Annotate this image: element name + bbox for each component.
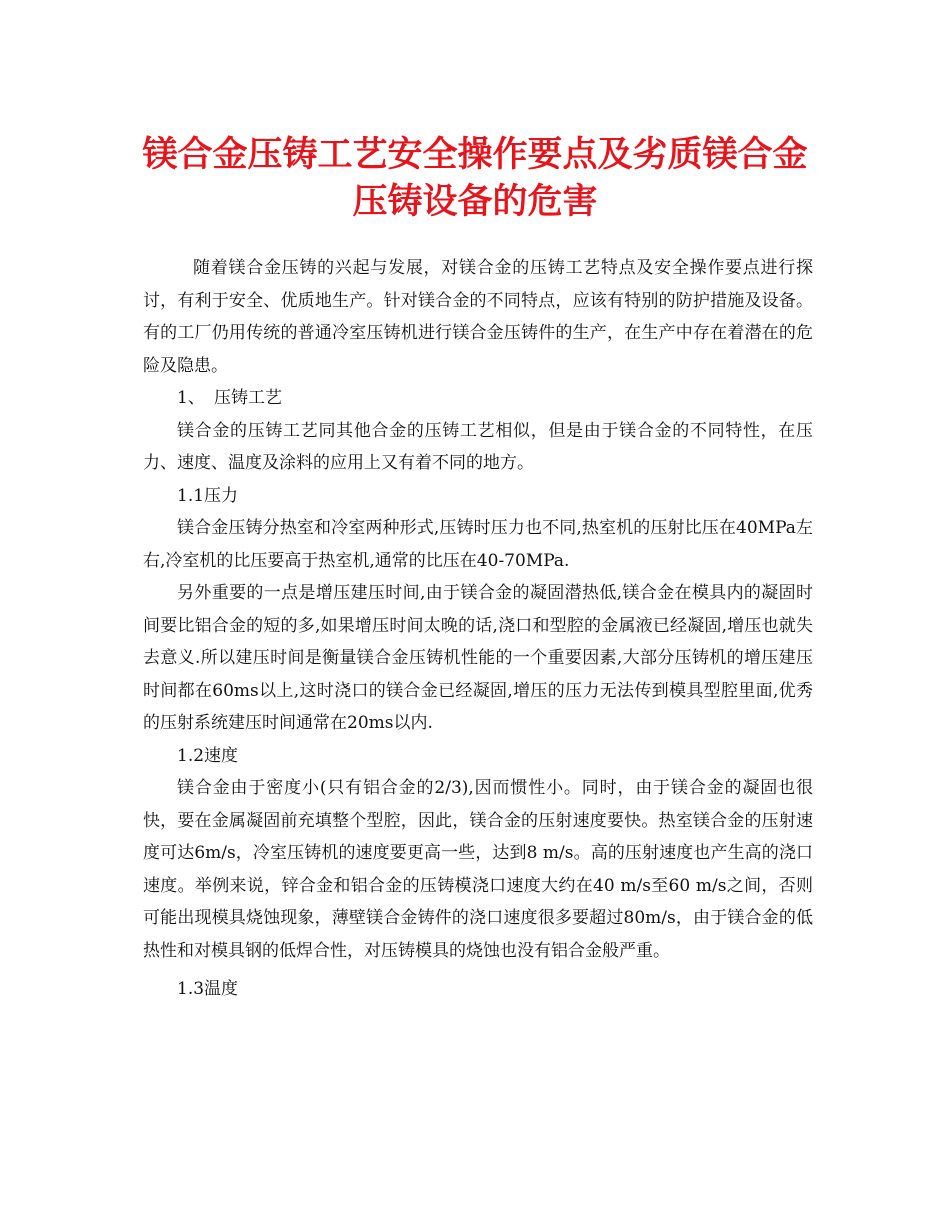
section-1-2-heading: 1.2速度 — [177, 745, 239, 766]
document-title-line-2: 压铸设备的危害 — [352, 181, 598, 222]
section-1-2-paragraph-1: 镁合金由于密度小(只有铝合金的2/3),因而惯性小。同时，由于镁合金的凝固也很快，要在金属凝固前充填整个型腔，因此，镁合金的压射速度要快。热室镁合金的压射速度可达6m/s，冷室压铸机的速度要更高一些，达到8 m/s。高的压射速度也产生高的浇口速度。举例来说，锌合金和铝合金的压铸模浇口速度大约在40 m/s至60 m/s之间，否则可能出现模具烧蚀现象，薄壁镁合金铸件的浇口速度很多要超过80m/s，由于镁合金的低热性和对模具钢的低焊合性，对压铸模具的烧蚀也没有铝合金般严重。 — [143, 778, 813, 961]
section-1-1-paragraph-2: 另外重要的一点是增压建压时间,由于镁合金的凝固潜热低,镁合金在模具内的凝固时间要比铝合金的短的多,如果增压时间太晚的话,浇口和型腔的金属液已经凝固,增压也就失去意义.所以建压时间是衡量镁合金压铸机性能的一个重要因素,大部分压铸机的增压建压时间都在60ms以上,这时浇口的镁合金已经凝固,增压的压力无法传到模具型腔里面,优秀的压射系统建压时间通常在20ms以内. — [143, 583, 813, 733]
section-1-paragraph: 镁合金的压铸工艺同其他合金的压铸工艺相似，但是由于镁合金的不同特性，在压力、速度、温度及涂料的应用上又有着不同的地方。 — [143, 420, 813, 473]
section-1-number: 1、 — [177, 388, 205, 408]
document-body — [143, 252, 813, 1006]
section-1-3-heading: 1.3温度 — [177, 979, 239, 999]
section-1-1-paragraph-1: 镁合金压铸分热室和冷室两种形式,压铸时压力也不同,热室机的压射比压在40MPa左右,冷室机的比压要高于热室机,通常的比压在40-70MPa. — [143, 518, 813, 571]
section-1-1-heading: 1.1压力 — [177, 485, 239, 506]
section-1-heading — [143, 382, 813, 415]
document-title-line-1: 镁合金压铸工艺安全操作要点及劣质镁合金 — [142, 134, 808, 175]
section-1-title: 压铸工艺 — [214, 388, 282, 408]
intro-paragraph: 随着镁合金压铸的兴起与发展，对镁合金的压铸工艺特点及安全操作要点进行探讨，有利于安全、优质地生产。针对镁合金的不同特点，应该有特别的防护措施及设备。有的工厂仍用传统的普通冷室压铸机进行镁合金压铸件的生产，在生产中存在着潜在的危险及隐患。 — [143, 258, 813, 376]
